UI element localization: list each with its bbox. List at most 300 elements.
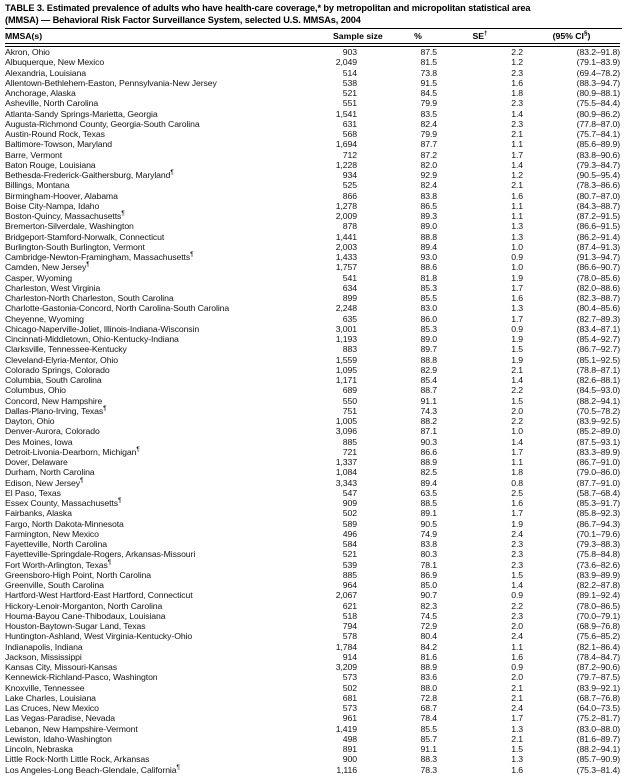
mmsa-name-cell: Houston-Baytown-Sugar Land, Texas	[5, 621, 146, 631]
sample-size-cell: 502	[342, 682, 357, 693]
mmsa-name-cell: Burlington-South Burlington, Vermont	[5, 241, 145, 252]
mmsa-name-cell: Greensboro-High Point, North Carolina	[5, 569, 151, 580]
table-row	[5, 119, 620, 129]
ci-cell: (86.7–94.3)	[576, 518, 620, 529]
sample-size-cell: 634	[342, 282, 357, 293]
mmsa-name-cell: Edison, New Jersey¶	[5, 476, 84, 488]
table-row	[5, 478, 620, 488]
table-row	[5, 662, 620, 672]
sample-size-cell: 2,009	[335, 211, 357, 221]
table-row	[5, 273, 620, 283]
data-table	[5, 29, 620, 775]
ci-cell: (87.2–90.6)	[576, 662, 620, 672]
sample-size-cell: 578	[342, 631, 357, 642]
mmsa-name-cell: Lebanon, New Hampshire-Vermont	[5, 723, 138, 734]
percent-cell: 86.5	[420, 200, 437, 211]
ci-cell: (83.0–88.0)	[576, 723, 620, 734]
se-cell: 2.4	[511, 631, 523, 642]
se-cell: 1.0	[511, 262, 523, 273]
mmsa-name-cell: Birmingham-Hoover, Alabama	[5, 190, 118, 201]
se-cell: 1.4	[511, 375, 523, 385]
table-body	[5, 47, 620, 775]
sample-size-cell: 3,001	[335, 323, 357, 334]
ci-cell: (75.5–84.4)	[576, 98, 620, 109]
ci-cell: (91.3–94.7)	[576, 252, 620, 262]
se-cell: 1.6	[511, 77, 523, 88]
sample-size-cell: 573	[342, 672, 357, 683]
sample-size-cell: 883	[342, 344, 357, 355]
table-row	[5, 303, 620, 313]
mmsa-name-cell: Anchorage, Alaska	[5, 88, 76, 98]
percent-cell: 80.3	[420, 549, 437, 560]
sample-size-cell: 866	[342, 190, 357, 201]
mmsa-name-cell: Hartford-West Hartford-East Hartford, Connecticut	[5, 590, 193, 601]
ci-cell: (73.6–82.6)	[576, 559, 620, 570]
col-header-ci	[523, 29, 620, 43]
table-row	[5, 211, 620, 221]
percent-cell: 88.6	[420, 262, 437, 273]
col-header-se	[437, 29, 523, 43]
ci-cell: (88.2–94.1)	[576, 744, 620, 754]
percent-cell: 79.9	[420, 98, 437, 109]
table-row	[5, 47, 620, 57]
sample-size-cell: 547	[342, 487, 357, 498]
ci-cell: (86.7–92.7)	[576, 344, 620, 355]
percent-cell: 90.3	[420, 436, 437, 447]
table-title-line1: TABLE 3. Estimated prevalence of adults who have health-care coverage,* by metropolitan and micropolitan statistical area	[5, 3, 531, 13]
sample-size-cell: 794	[342, 621, 357, 631]
sample-size-cell: 1,441	[335, 231, 357, 242]
ci-cell: (82.7–89.3)	[576, 313, 620, 324]
mmsa-name-cell: Knoxville, Tennessee	[5, 682, 85, 693]
ci-cell: (80.4–85.6)	[576, 303, 620, 314]
percent-cell: 89.4	[420, 241, 437, 252]
table-row	[5, 744, 620, 754]
percent-cell: 83.6	[420, 672, 437, 683]
percent-cell: 93.0	[420, 252, 437, 262]
mmsa-name-cell: Indianapolis, Indiana	[5, 641, 83, 652]
table-row	[5, 570, 620, 580]
sample-size-cell: 751	[342, 405, 357, 416]
percent-cell: 89.0	[420, 334, 437, 344]
mmsa-name-cell: Houma-Bayou Cane-Thibodaux, Louisiana	[5, 610, 166, 621]
se-cell: 2.1	[511, 129, 523, 139]
percent-cell: 83.8	[420, 539, 437, 549]
mmsa-name-cell: Allentown-Bethlehem-Easton, Pennsylvania-New Jersey	[5, 77, 217, 88]
table-row	[5, 416, 620, 426]
se-cell: 2.3	[511, 67, 523, 78]
sample-size-cell: 964	[342, 580, 357, 590]
section-footnote-marker: §	[583, 30, 588, 38]
sample-size-cell: 514	[342, 67, 357, 78]
table-row	[5, 170, 620, 180]
ci-cell: (78.0–85.6)	[576, 272, 620, 283]
ci-cell: (86.2–91.4)	[576, 231, 620, 242]
table-row	[5, 734, 620, 744]
ci-cell: (75.2–81.7)	[576, 713, 620, 724]
se-cell: 1.2	[511, 170, 523, 180]
ci-cell: (88.2–94.1)	[576, 395, 620, 406]
mmsa-name-cell: Detroit-Livonia-Dearborn, Michigan¶	[5, 445, 140, 457]
percent-cell: 82.4	[420, 118, 437, 129]
percent-cell: 83.5	[420, 108, 437, 119]
table-row	[5, 334, 620, 344]
se-cell: 1.5	[511, 344, 523, 355]
sample-size-cell: 1,433	[335, 252, 357, 262]
mmsa-name-cell: Greenville, South Carolina	[5, 580, 104, 590]
sample-size-cell: 721	[342, 446, 357, 457]
se-cell: 1.3	[511, 303, 523, 314]
mmsa-name-cell: Alexandria, Louisiana	[5, 67, 86, 78]
se-cell: 2.3	[511, 539, 523, 549]
table-row	[5, 385, 620, 395]
se-cell: 1.5	[511, 569, 523, 580]
pilcrow-footnote-marker: ¶	[170, 169, 174, 177]
table-row	[5, 109, 620, 119]
mmsa-name-cell: Huntington-Ashland, West Virginia-Kentucky-Ohio	[5, 631, 193, 642]
ci-cell: (80.7–87.0)	[576, 190, 620, 201]
mmsa-name-cell: Cincinnati-Middletown, Ohio-Kentucky-Indiana	[5, 334, 179, 344]
se-cell: 2.2	[511, 600, 523, 611]
percent-cell: 81.8	[420, 272, 437, 283]
ci-cell: (85.7–90.9)	[576, 754, 620, 765]
percent-cell: 88.7	[420, 385, 437, 396]
sample-size-cell: 914	[342, 651, 357, 662]
se-cell: 1.2	[511, 57, 523, 68]
se-cell: 1.5	[511, 744, 523, 754]
sample-size-cell: 635	[342, 313, 357, 324]
se-cell: 1.1	[511, 200, 523, 211]
percent-cell: 84.2	[420, 641, 437, 652]
mmsa-name-cell: Kansas City, Missouri-Kansas	[5, 662, 117, 672]
ci-cell: (87.7–91.0)	[576, 477, 620, 488]
mmsa-name-cell: Fayetteville-Springdale-Rogers, Arkansas-Missouri	[5, 549, 196, 560]
ci-cell: (68.7–76.8)	[576, 692, 620, 703]
table-row	[5, 221, 620, 231]
se-cell: 2.2	[511, 47, 523, 57]
table-row	[5, 488, 620, 498]
table-row	[5, 57, 620, 67]
se-cell: 1.1	[511, 211, 523, 221]
sample-size-cell: 934	[342, 170, 357, 180]
table-row	[5, 508, 620, 518]
percent-cell: 72.9	[420, 621, 437, 631]
mmsa-name-cell: Dover, Delaware	[5, 457, 68, 467]
mmsa-name-cell: Little Rock-North Little Rock, Arkansas	[5, 754, 150, 765]
percent-cell: 82.5	[420, 467, 437, 478]
percent-cell: 88.9	[420, 662, 437, 672]
mmsa-name-cell: Clarksville, Tennessee-Kentucky	[5, 344, 127, 355]
percent-cell: 85.3	[420, 282, 437, 293]
percent-cell: 78.4	[420, 713, 437, 724]
sample-size-cell: 885	[342, 436, 357, 447]
percent-cell: 82.4	[420, 180, 437, 191]
table-row	[5, 242, 620, 252]
se-cell: 1.7	[511, 282, 523, 293]
se-cell: 2.0	[511, 621, 523, 631]
percent-cell: 88.2	[420, 416, 437, 426]
percent-cell: 81.6	[420, 651, 437, 662]
pilcrow-footnote-marker: ¶	[136, 445, 140, 453]
percent-cell: 86.0	[420, 313, 437, 324]
ci-cell: (85.2–89.0)	[576, 426, 620, 437]
percent-cell: 83.0	[420, 303, 437, 314]
sample-size-cell: 1,541	[335, 108, 357, 119]
sample-size-cell: 568	[342, 129, 357, 139]
sample-size-cell: 621	[342, 600, 357, 611]
ci-cell: (69.4–78.2)	[576, 67, 620, 78]
se-cell: 2.5	[511, 487, 523, 498]
mmsa-name-cell: Fargo, North Dakota-Minnesota	[5, 518, 124, 529]
se-cell: 2.4	[511, 528, 523, 539]
sample-size-cell: 878	[342, 221, 357, 232]
percent-cell: 90.7	[420, 590, 437, 601]
sample-size-cell: 885	[342, 569, 357, 580]
sample-size-cell: 631	[342, 118, 357, 129]
col-header-sample-size: Sample size	[333, 31, 383, 41]
se-cell: 2.3	[511, 559, 523, 570]
mmsa-name-cell: Denver-Aurora, Colorado	[5, 426, 100, 437]
mmsa-name-cell: Durham, North Carolina	[5, 467, 95, 478]
table-row	[5, 498, 620, 508]
mmsa-name-cell: Dayton, Ohio	[5, 416, 55, 426]
percent-cell: 89.7	[420, 344, 437, 355]
mmsa-name-cell: Las Vegas-Paradise, Nevada	[5, 713, 115, 724]
se-cell: 1.9	[511, 334, 523, 344]
table-row	[5, 139, 620, 149]
sample-size-cell: 1,084	[335, 467, 357, 478]
pilcrow-footnote-marker: ¶	[107, 558, 112, 566]
percent-cell: 87.1	[420, 426, 437, 437]
percent-cell: 91.5	[420, 77, 437, 88]
ci-cell: (70.0–79.1)	[576, 610, 620, 621]
table-title	[5, 3, 637, 26]
ci-cell: (83.9–92.5)	[576, 416, 620, 426]
table-row	[5, 180, 620, 190]
table-row	[5, 519, 620, 529]
pilcrow-footnote-marker: ¶	[86, 261, 90, 269]
percent-cell: 89.1	[420, 508, 437, 519]
sample-size-cell: 900	[342, 754, 357, 765]
percent-cell: 86.6	[420, 446, 437, 457]
se-cell: 0.9	[511, 590, 523, 601]
ci-cell: (83.8–90.6)	[576, 149, 620, 160]
mmsa-name-cell: Concord, New Hampshire	[5, 395, 103, 406]
ci-cell: (88.3–94.7)	[576, 77, 620, 88]
ci-cell: (84.5–93.0)	[576, 385, 620, 396]
col-header-mmsa: MMSA(s)	[5, 31, 43, 41]
ci-cell: (82.1–86.4)	[576, 641, 620, 652]
table-row	[5, 160, 620, 170]
mmsa-name-cell: Lewiston, Idaho-Washington	[5, 733, 112, 744]
table-row	[5, 406, 620, 416]
sample-size-cell: 899	[342, 293, 357, 303]
sample-size-cell: 3,096	[335, 426, 357, 437]
se-cell: 2.1	[511, 733, 523, 744]
col-header-se-label: SE	[472, 31, 485, 41]
se-cell: 2.1	[511, 692, 523, 703]
table-row	[5, 88, 620, 98]
dagger-footnote-marker: †	[484, 30, 488, 38]
ci-cell: (81.6–89.7)	[576, 733, 620, 744]
ci-cell: (78.0–86.5)	[576, 600, 620, 611]
sample-size-cell: 1,337	[335, 457, 357, 467]
sample-size-cell: 2,248	[335, 303, 357, 314]
ci-cell: (83.4–87.1)	[576, 323, 620, 334]
table-row	[5, 396, 620, 406]
percent-cell: 81.5	[420, 57, 437, 68]
mmsa-name-cell: Casper, Wyoming	[5, 272, 72, 283]
percent-cell: 89.0	[420, 221, 437, 232]
percent-cell: 80.4	[420, 631, 437, 642]
ci-cell: (75.7–84.1)	[576, 129, 620, 139]
se-cell: 1.3	[511, 754, 523, 765]
table-row	[5, 262, 620, 272]
ci-cell: (77.8–87.0)	[576, 118, 620, 129]
se-cell: 0.9	[511, 323, 523, 334]
ci-cell: (86.6–91.5)	[576, 221, 620, 232]
sample-size-cell: 903	[342, 47, 357, 57]
table-row	[5, 375, 620, 385]
table-row	[5, 652, 620, 662]
se-cell: 2.1	[511, 364, 523, 375]
sample-size-cell: 551	[342, 98, 357, 109]
se-cell: 0.9	[511, 252, 523, 262]
table-row	[5, 642, 620, 652]
percent-cell: 88.0	[420, 682, 437, 693]
mmsa-name-cell: Des Moines, Iowa	[5, 436, 73, 447]
sample-size-cell: 589	[342, 518, 357, 529]
ci-cell: (85.3–91.7)	[576, 498, 620, 508]
mmsa-name-cell: Charleston-North Charleston, South Carolina	[5, 293, 174, 303]
percent-cell: 73.8	[420, 67, 437, 78]
table-title-line2: (MMSA) — Behavioral Risk Factor Surveillance System, selected U.S. MMSAs, 2004	[5, 14, 361, 25]
se-cell: 1.1	[511, 139, 523, 150]
se-cell: 1.1	[511, 641, 523, 652]
se-cell: 1.9	[511, 518, 523, 529]
ci-cell: (87.2–91.5)	[576, 211, 620, 221]
pilcrow-footnote-marker: ¶	[79, 476, 84, 484]
sample-size-cell: 518	[342, 610, 357, 621]
ci-cell: (58.7–68.4)	[576, 487, 620, 498]
sample-size-cell: 1,171	[335, 375, 357, 385]
se-cell: 1.7	[511, 446, 523, 457]
ci-cell: (82.2–87.8)	[576, 580, 620, 590]
ci-cell: (83.9–89.9)	[576, 569, 620, 580]
percent-cell: 91.1	[420, 744, 437, 754]
se-cell: 1.7	[511, 149, 523, 160]
percent-cell: 87.7	[420, 139, 437, 150]
sample-size-cell: 1,784	[335, 641, 357, 652]
se-cell: 1.7	[511, 313, 523, 324]
table-row	[5, 314, 620, 324]
mmsa-name-cell: Farmington, New Mexico	[5, 528, 99, 539]
mmsa-name-cell: Fort Worth-Arlington, Texas¶	[5, 558, 112, 570]
ci-cell: (64.0–73.5)	[576, 703, 620, 713]
se-cell: 1.4	[511, 159, 523, 170]
mmsa-name-cell: Los Angeles-Long Beach-Glendale, California¶	[5, 763, 180, 775]
mmsa-name-cell: Dallas-Plano-Irving, Texas¶	[5, 404, 107, 416]
table-row	[5, 590, 620, 600]
sample-size-cell: 541	[342, 272, 357, 283]
mmsa-name-cell: Lincoln, Nebraska	[5, 744, 73, 754]
percent-cell: 88.8	[420, 231, 437, 242]
col-header-ci-close: )	[587, 31, 591, 41]
percent-cell: 88.5	[420, 498, 437, 508]
ci-cell: (86.7–91.0)	[576, 457, 620, 467]
mmsa-name-cell: Albuquerque, New Mexico	[5, 57, 105, 68]
sample-size-cell: 538	[342, 77, 357, 88]
percent-cell: 79.9	[420, 129, 437, 139]
table-row	[5, 426, 620, 436]
se-cell: 2.3	[511, 98, 523, 109]
mmsa-name-cell: Billings, Montana	[5, 180, 70, 191]
ci-cell: (84.3–88.7)	[576, 200, 620, 211]
se-cell: 2.1	[511, 180, 523, 191]
percent-cell: 91.1	[420, 395, 437, 406]
table-row	[5, 324, 620, 334]
mmsa-name-cell: Cambridge-Newton-Framingham, Massachusetts¶	[5, 251, 194, 262]
se-cell: 1.6	[511, 190, 523, 201]
table-row	[5, 68, 620, 78]
mmsa-name-cell: Boise City-Nampa, Idaho	[5, 200, 100, 211]
se-cell: 2.0	[511, 405, 523, 416]
mmsa-name-cell: Las Cruces, New Mexico	[5, 703, 99, 713]
ci-cell: (82.0–88.6)	[576, 282, 620, 293]
sample-size-cell: 1,559	[335, 354, 357, 365]
percent-cell: 74.5	[420, 610, 437, 621]
table-row	[5, 580, 620, 590]
percent-cell: 85.4	[420, 375, 437, 385]
mmsa-name-cell: Kennewick-Richland-Pasco, Washington	[5, 672, 158, 683]
sample-size-cell: 502	[342, 508, 357, 519]
ci-cell: (68.9–76.8)	[576, 621, 620, 631]
mmsa-name-cell: Asheville, North Carolina	[5, 98, 99, 109]
percent-cell: 78.1	[420, 559, 437, 570]
table-row	[5, 693, 620, 703]
ci-cell: (78.8–87.1)	[576, 364, 620, 375]
table-row	[5, 252, 620, 262]
mmsa-name-cell: Austin-Round Rock, Texas	[5, 129, 105, 139]
se-cell: 1.5	[511, 395, 523, 406]
sample-size-cell: 681	[342, 692, 357, 703]
se-cell: 1.3	[511, 221, 523, 232]
sample-size-cell: 909	[342, 498, 357, 508]
table-row	[5, 539, 620, 549]
mmsa-name-cell: Fairbanks, Alaska	[5, 508, 72, 519]
percent-cell: 72.8	[420, 692, 437, 703]
percent-cell: 89.4	[420, 477, 437, 488]
table-row	[5, 150, 620, 160]
table-row	[5, 672, 620, 682]
mmsa-name-cell: Columbia, South Carolina	[5, 375, 102, 385]
percent-cell: 92.9	[420, 170, 437, 180]
mmsa-name-cell: Fayetteville, North Carolina	[5, 539, 107, 549]
sample-size-cell: 2,003	[335, 241, 357, 252]
table-row	[5, 765, 620, 775]
percent-cell: 78.3	[420, 764, 437, 775]
percent-cell: 68.7	[420, 703, 437, 713]
se-cell: 2.4	[511, 703, 523, 713]
mmsa-name-cell: Barre, Vermont	[5, 149, 63, 160]
sample-size-cell: 1,419	[335, 723, 357, 734]
sample-size-cell: 891	[342, 744, 357, 754]
table-row	[5, 713, 620, 723]
mmsa-name-cell: Baltimore-Towson, Maryland	[5, 139, 112, 150]
sample-size-cell: 1,005	[335, 416, 357, 426]
ci-cell: (79.3–88.3)	[576, 539, 620, 549]
sample-size-cell: 1,757	[335, 262, 357, 273]
